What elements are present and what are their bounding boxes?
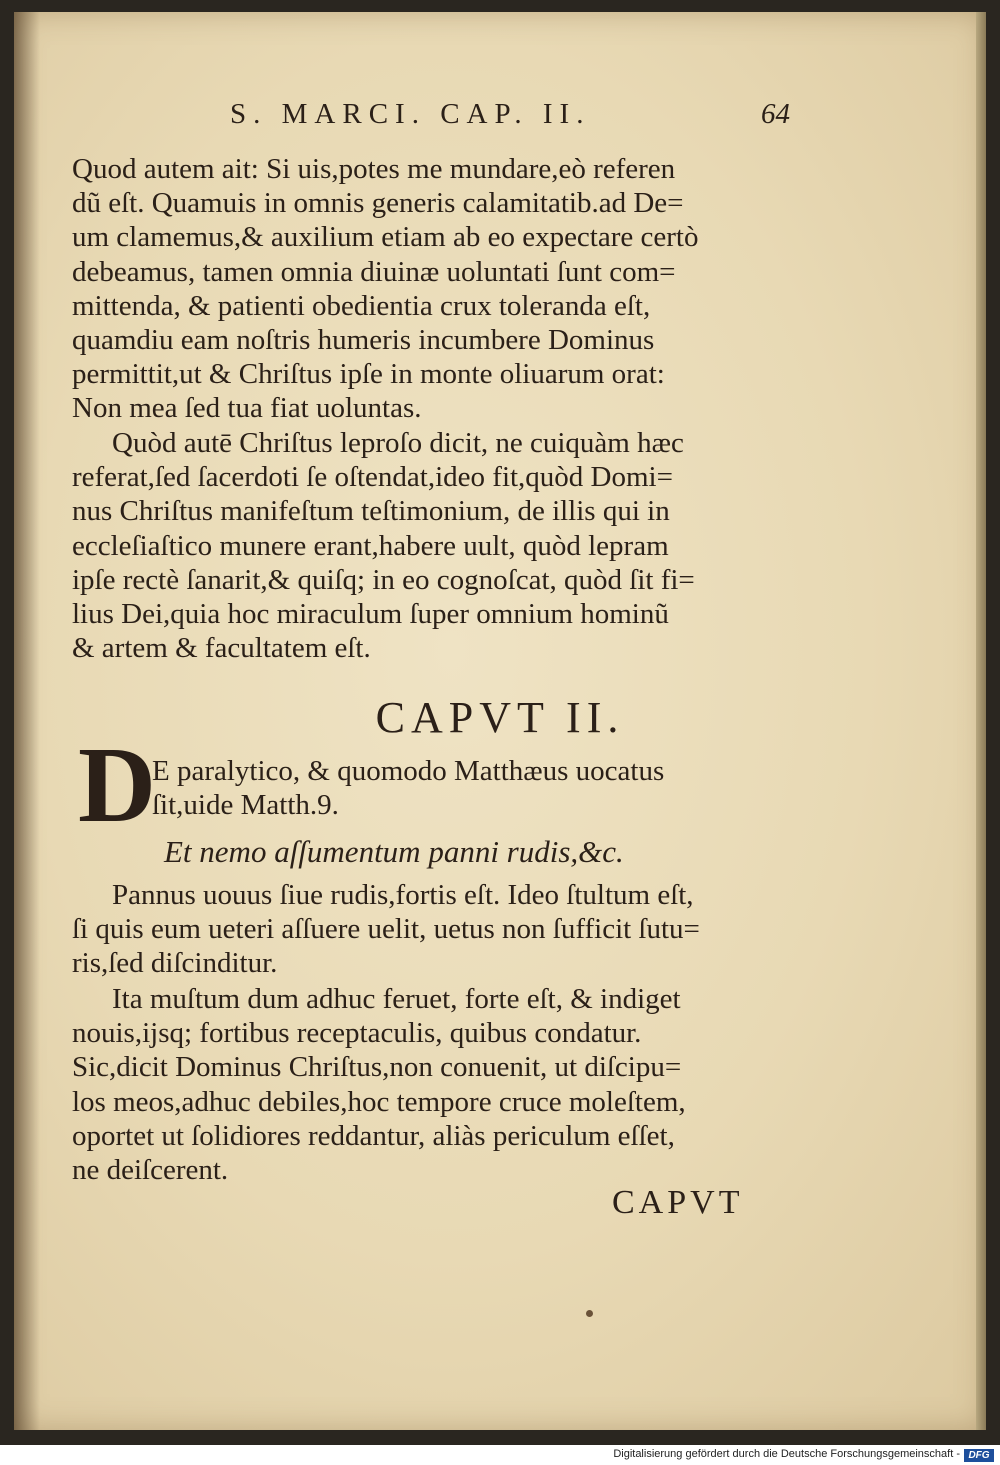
paragraph-2 — [72, 426, 792, 665]
chapter-summary — [152, 754, 792, 822]
text-line: Pannus uouus ſiue rudis,fortis eſt. Ideo ſtultum eſt, — [112, 879, 694, 911]
text-line: Non mea ſed tua fiat uoluntas. — [72, 392, 422, 425]
text-line: eccleſiaſtico munere erant,habere uult, quòd lepram — [72, 529, 669, 562]
page-header — [230, 98, 790, 138]
text-line: um clamemus,& auxilium etiam ab eo expectare certò — [72, 221, 699, 254]
text-line: Sic,dicit Dominus Chriſtus,non conuenit, ut diſcipu= — [72, 1051, 682, 1084]
funding-credit: Digitalisierung gefördert durch die Deutsche Forschungsgemeinschaft - — [613, 1448, 960, 1460]
text-line: quamdiu eam noſtris humeris incumbere Dominus — [72, 323, 655, 356]
paragraph-1 — [72, 152, 792, 426]
dfg-logo-icon[interactable]: DFG — [964, 1449, 994, 1462]
text-line: nus Chriſtus manifeſtum teſtimonium, de illis qui in — [72, 495, 670, 528]
chapter-heading: CAPVT II. — [375, 693, 625, 742]
dropcap-initial: D — [78, 726, 156, 845]
text-line: ipſe rectè ſanarit,& quiſq; in eo cognoſcat, quòd ſit fi= — [72, 563, 695, 596]
summary-line: ſit,uide Matth.9. — [152, 789, 339, 822]
paragraph-4 — [72, 982, 792, 1187]
text-line: mittenda, & patienti obedientia crux toleranda eſt, — [72, 289, 651, 322]
catchword: CAPVT — [612, 1184, 744, 1221]
text-line: Quòd autē Chriſtus leproſo dicit, ne cuiquàm hæc — [112, 427, 684, 459]
text-line: referat,ſed ſacerdoti ſe oſtendat,ideo fit,quòd Domi= — [72, 461, 673, 494]
ink-speck — [586, 1310, 593, 1317]
text-line: debeamus, tamen omnia diuinæ uoluntati ſunt com= — [72, 255, 676, 288]
italic-lemma: Et nemo aſſumentum panni rudis,&c. — [164, 834, 624, 869]
text-line: Quod autem ait: Si uis,potes me mundare,eò referen — [72, 153, 676, 185]
running-title: S. MARCI. CAP. II. — [230, 98, 591, 130]
text-line: oportet ut ſolidiores reddantur, aliàs periculum eſſet, — [72, 1119, 675, 1152]
text-line: lius Dei,quia hoc miraculum ſuper omnium hominũ — [72, 597, 669, 630]
text-line: los meos,adhuc debiles,hoc tempore cruce moleſtem, — [72, 1085, 686, 1118]
text-line: permittit,ut & Chriſtus ipſe in monte oliuarum orat: — [72, 358, 665, 391]
digitization-footer — [0, 1447, 1000, 1465]
text-line: ne deiſcerent. — [72, 1153, 229, 1186]
text-line: nouis,ijsq; fortibus receptaculis, quibus condatur. — [72, 1017, 642, 1050]
text-line: dũ eſt. Quamuis in omnis generis calamitatib.ad De= — [72, 187, 684, 220]
text-line: ris,ſed diſcinditur. — [72, 947, 278, 980]
text-line: & artem & facultatem eſt. — [72, 632, 371, 665]
page-number: 64 — [761, 98, 790, 130]
book-page — [14, 12, 986, 1430]
text-line: ſi quis eum ueteri aſſuere uelit, uetus non ſufficit ſutu= — [72, 913, 700, 946]
summary-line: E paralytico, & quomodo Matthæus uocatus — [152, 755, 665, 787]
paragraph-3 — [72, 878, 792, 981]
text-line: Ita muſtum dum adhuc feruet, forte eſt, & indiget — [112, 983, 681, 1015]
